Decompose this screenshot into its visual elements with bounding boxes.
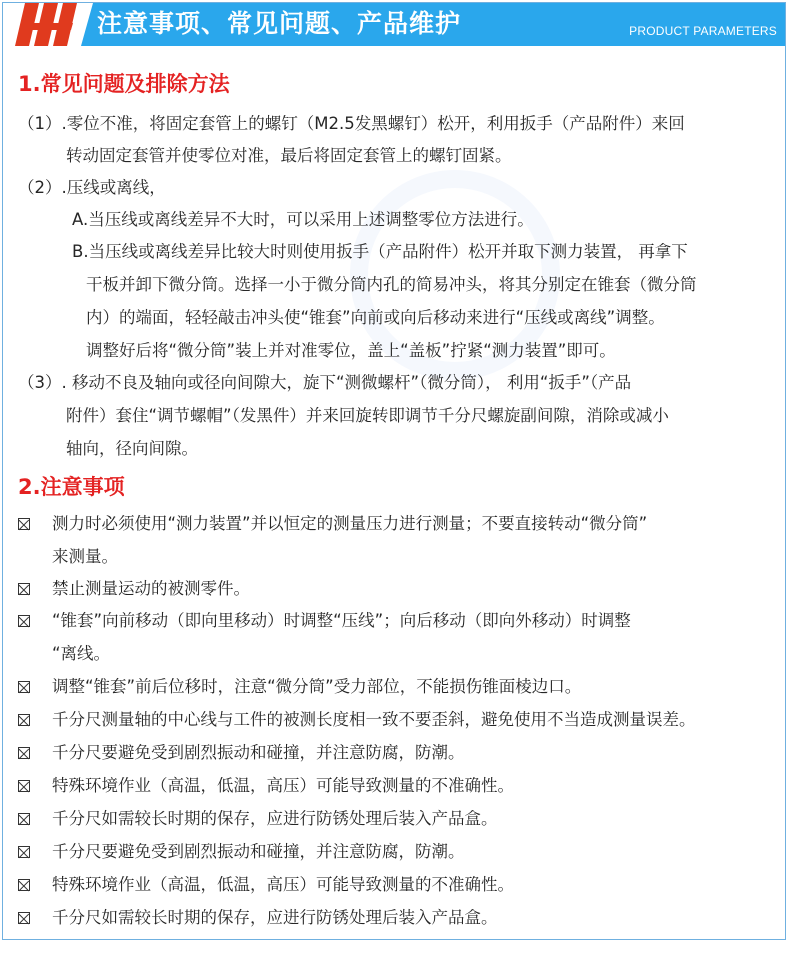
note-line: 千分尺测量轴的中心线与工件的被测长度相一致不要歪斜，避免使用不当造成测量误差。 bbox=[52, 710, 696, 729]
note-line: “离线。 bbox=[52, 644, 111, 663]
faq-line: （1）.零位不准，将固定套管上的螺钉（M2.5发黑螺钉）松开，利用扳手（产品附件）来回 bbox=[18, 114, 685, 133]
faq-line: 调整好后将“微分筒”装上并对准零位，盖上“盖板”拧紧“测力装置”即可。 bbox=[86, 341, 616, 360]
checkbox-x-icon bbox=[18, 846, 30, 858]
section-title-notes: 2.注意事项 bbox=[18, 475, 125, 499]
checkbox-x-icon bbox=[18, 912, 30, 924]
checkbox-x-icon bbox=[18, 879, 30, 891]
note-line: 千分尺如需较长时期的保存，应进行防锈处理后装入产品盒。 bbox=[52, 908, 498, 927]
faq-line: （2）.压线或离线， bbox=[18, 178, 166, 197]
checkbox-x-icon bbox=[18, 518, 30, 530]
page-subtitle: PRODUCT PARAMETERS bbox=[629, 24, 777, 38]
note-line: 调整“锥套”前后位移时，注意“微分筒”受力部位，不能损伤锥面棱边口。 bbox=[52, 677, 582, 696]
faq-line: A.当压线或离线差异不大时，可以采用上述调整零位方法进行。 bbox=[72, 210, 534, 229]
note-line: 测力时必须使用“测力装置”并以恒定的测量压力进行测量；不要直接转动“微分筒” bbox=[52, 514, 648, 533]
brand-logo-icon bbox=[3, 3, 93, 46]
faq-line: B.当压线或离线差异比较大时则使用扳手（产品附件）松开并取下测力装置， 再拿下 bbox=[72, 242, 688, 261]
section-title-faq: 1.常见问题及排除方法 bbox=[18, 72, 230, 96]
checkbox-x-icon bbox=[18, 813, 30, 825]
note-line: 禁止测量运动的被测零件。 bbox=[52, 579, 250, 598]
checkbox-x-icon bbox=[18, 714, 30, 726]
note-line: 来测量。 bbox=[52, 547, 118, 566]
faq-line: 内）的端面，轻轻敲击冲头使“锥套”向前或向后移动来进行“压线或离线”调整。 bbox=[86, 308, 665, 327]
checkbox-x-icon bbox=[18, 747, 30, 759]
note-line: 千分尺要避免受到剧烈振动和碰撞，并注意防腐，防潮。 bbox=[52, 842, 465, 861]
note-line: 千分尺要避免受到剧烈振动和碰撞，并注意防腐，防潮。 bbox=[52, 743, 465, 762]
checkbox-x-icon bbox=[18, 780, 30, 792]
note-line: “锥套”向前移动（即向里移动）时调整“压线”；向后移动（即向外移动）时调整 bbox=[52, 611, 631, 630]
faq-line: （3）. 移动不良及轴向或径向间隙大，旋下“测微螺杆”（微分筒）， 利用“扳手”（产品 bbox=[18, 373, 632, 392]
page-title: 注意事项、常见问题、产品维护 bbox=[97, 9, 462, 38]
faq-line: 转动固定套管并使零位对准，最后将固定套管上的螺钉固紧。 bbox=[66, 146, 512, 165]
faq-line: 干板并卸下微分筒。选择一小于微分筒内孔的简易冲头，将其分别定在锥套（微分筒 bbox=[86, 275, 697, 294]
faq-line: 附件）套住“调节螺帽”（发黑件）并来回旋转即调节千分尺螺旋副间隙，消除或减小 bbox=[66, 406, 669, 425]
checkbox-x-icon bbox=[18, 615, 30, 627]
note-line: 特殊环境作业（高温，低温，高压）可能导致测量的不准确性。 bbox=[52, 875, 514, 894]
header-bar bbox=[3, 3, 785, 46]
note-line: 特殊环境作业（高温，低温，高压）可能导致测量的不准确性。 bbox=[52, 776, 514, 795]
faq-line: 轴向，径向间隙。 bbox=[66, 439, 198, 458]
checkbox-x-icon bbox=[18, 681, 30, 693]
note-line: 千分尺如需较长时期的保存，应进行防锈处理后装入产品盒。 bbox=[52, 809, 498, 828]
checkbox-x-icon bbox=[18, 583, 30, 595]
